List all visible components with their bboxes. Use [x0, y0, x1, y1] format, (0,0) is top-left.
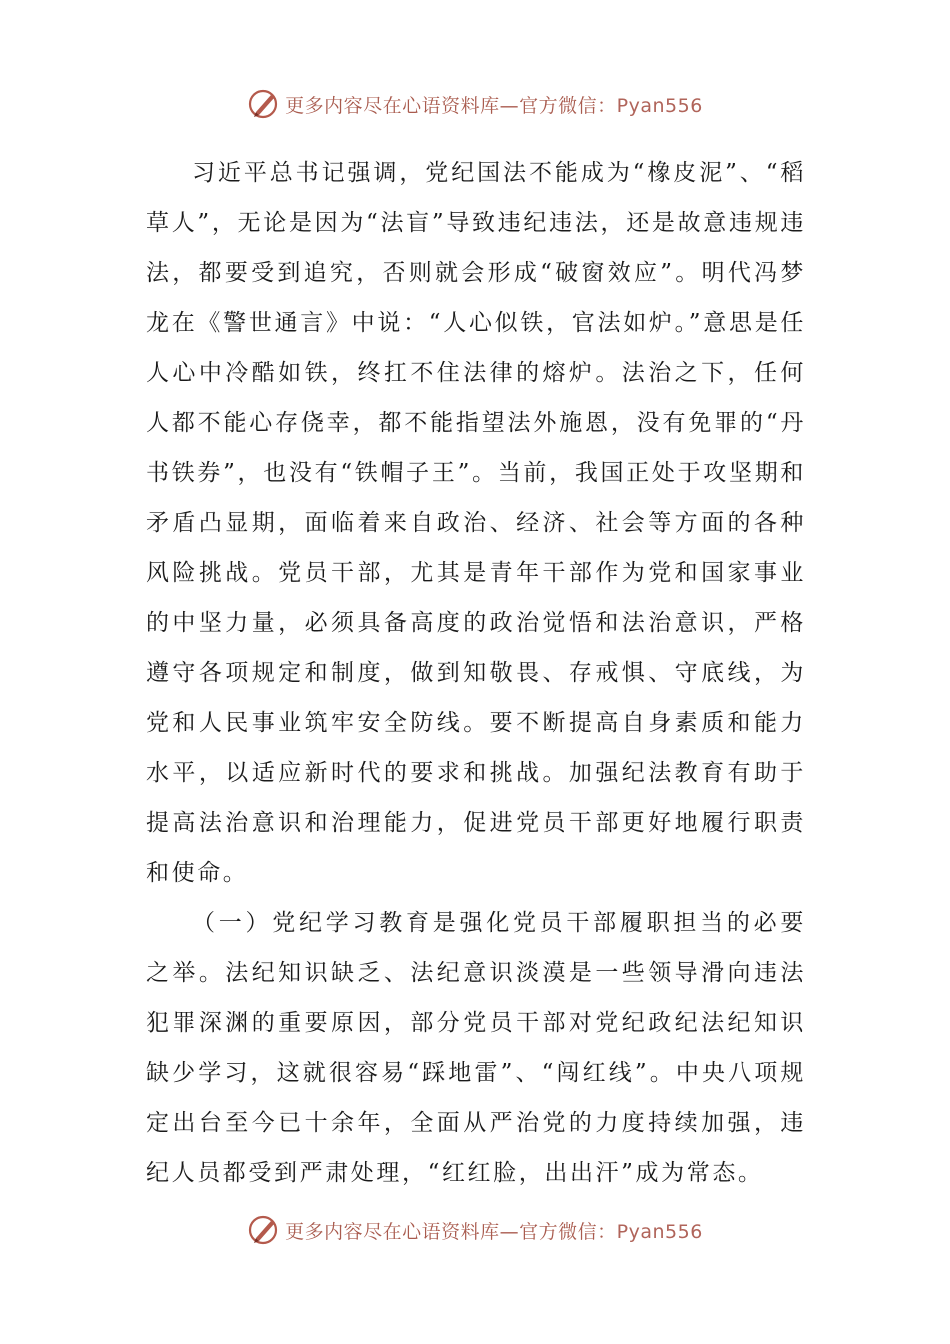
paragraph-2: （一）党纪学习教育是强化党员干部履职担当的必要之举。法纪知识缺乏、法纪意识淡漠是一些领导滑向违法犯罪深渊的重要原因，部分党员干部对党纪政纪法纪知识缺少学习，这就很容易“踩地雷”、“闯红线”。中央八项规定出台至今已十余年，全面从严治党的力度持续加强，违纪人员都受到严肃处理，“红红脸，出出汗”成为常态。 — [146, 910, 806, 1186]
wechat-id: Pyan556 — [616, 1220, 703, 1243]
pen-logo-icon — [247, 87, 281, 121]
wechat-id: Pyan556 — [616, 94, 703, 117]
footer-watermark-banner — [0, 1210, 950, 1250]
paragraph-1: 习近平总书记强调，党纪国法不能成为“橡皮泥”、“稻草人”，无论是因为“法盲”导致违纪违法，还是故意违规违法，都要受到追究，否则就会形成“破窗效应”。明代冯梦龙在《警世通言》中说：“人心似铁，官法如炉。”意思是任人心中冷酷如铁，终扛不住法律的熔炉。法治之下，任何人都不能心存侥幸，都不能指望法外施恩，没有免罪的“丹书铁券”，也没有“铁帽子王”。当前，我国正处于攻坚期和矛盾凸显期，面临着来自政治、经济、社会等方面的各种风险挑战。党员干部，尤其是青年干部作为党和国家事业的中坚力量，必须具备高度的政治觉悟和法治意识，严格遵守各项规定和制度，做到知敬畏、存戒惧、守底线，为党和人民事业筑牢安全防线。要不断提高自身素质和能力水平，以适应新时代的要求和挑战。加强纪法教育有助于提高法治意识和治理能力，促进党员干部更好地履行职责和使命。 — [146, 160, 806, 886]
document-body — [146, 148, 806, 1198]
pen-logo-icon — [247, 1213, 281, 1247]
header-watermark-banner — [0, 84, 950, 124]
watermark-text: 更多内容尽在心语资料库—官方微信：Pyan556 — [285, 1220, 703, 1243]
watermark-text: 更多内容尽在心语资料库—官方微信：Pyan556 — [285, 94, 703, 117]
